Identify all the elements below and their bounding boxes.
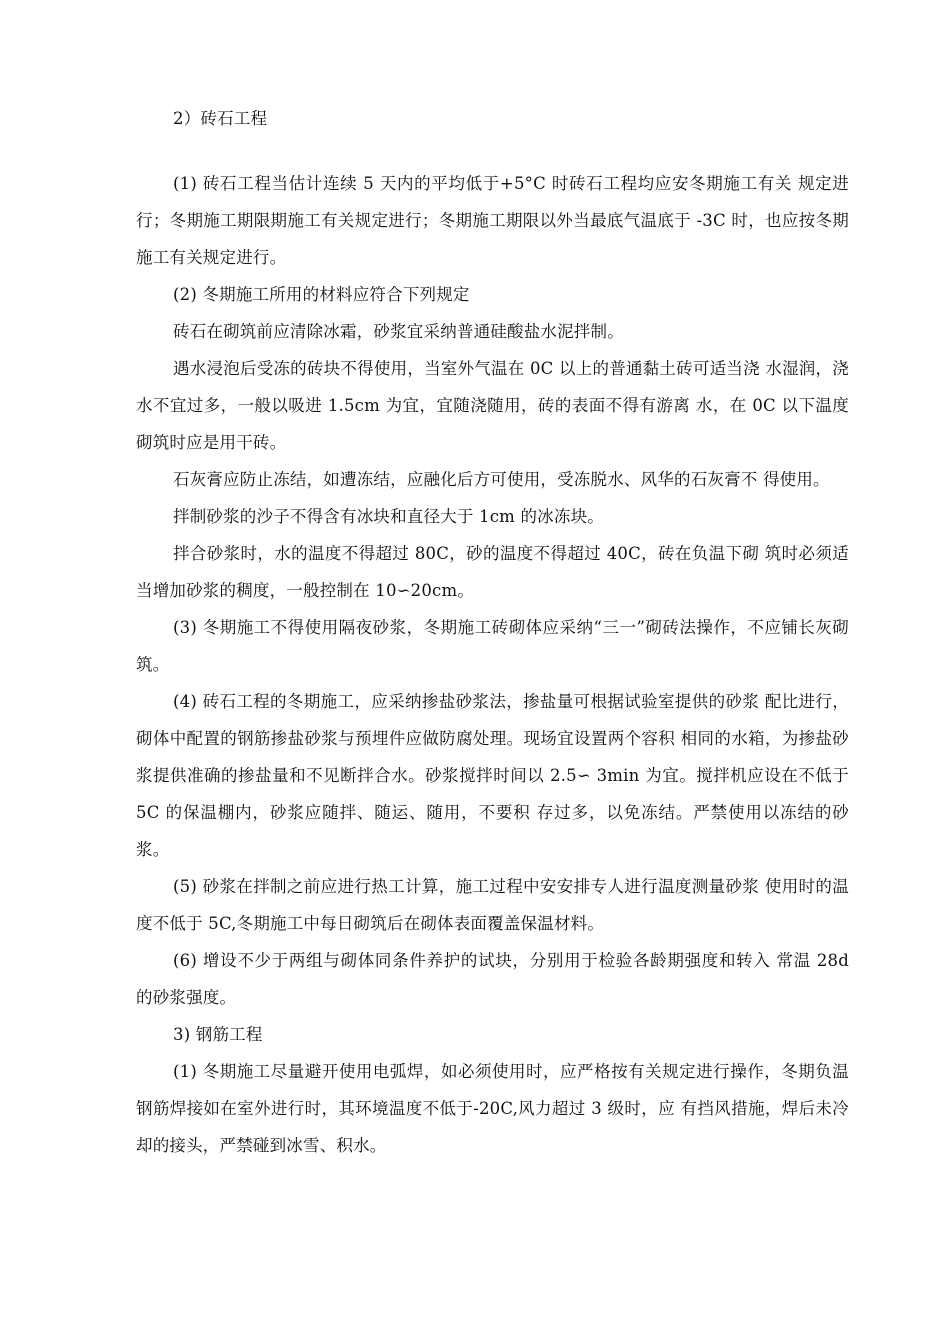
section-heading-masonry: 2）砖石工程 [173,109,268,128]
paragraph-masonry-8: (3) 冬期施工不得使用隔夜砂浆，冬期施工砖砌体应采纳“三一”砌砖法操作，不应铺长灰砌筑。 [136,618,849,674]
paragraph-masonry-9: (4) 砖石工程的冬期施工，应采纳掺盐砂浆法，掺盐量可根据试验室提供的砂浆 配比进行，砌体中配置的钢筋掺盐砂浆与预埋件应做防腐处理。现场宜设置两个容积 相同的水箱，为掺盐砂浆提供准确的掺盐量和不见断拌合水。砂浆搅拌时间以 2.5∽ 3min 为宜。搅拌机应设在不低于 5C 的保温棚内，砂浆应随拌、随运、随用，不要积 存过多，以免冻结。严禁使用以冻结的砂浆。 [136,692,849,859]
document-body [136,100,849,1164]
paragraph-masonry-10: (5) 砂浆在拌制之前应进行热工计算，施工过程中安安排专人进行温度测量砂浆 使用时的温度不低于 5C,冬期施工中每日砌筑后在砌体表面覆盖保温材料。 [136,877,849,933]
paragraph-masonry-11: (6) 增设不少于两组与砌体同条件养护的试块，分别用于检验各龄期强度和转入 常温 28d 的砂浆强度。 [136,951,849,1007]
paragraph-masonry-7: 拌合砂浆时，水的温度不得超过 80C，砂的温度不得超过 40C，砖在负温下砌 筑时必须适当增加砂浆的稠度，一般控制在 10∽20cm。 [136,544,849,600]
paragraph-rebar-1: (1) 冬期施工尽量避开使用电弧焊，如必须使用时，应严格按有关规定进行操作，冬期负温钢筋焊接如在室外进行时，其环境温度不低于-20C,风力超过 3 级时，应 有挡风措施，焊后未冷却的接头，严禁碰到冰雪、积水。 [136,1062,849,1155]
section-heading-rebar: 3) 钢筋工程 [173,1025,263,1044]
paragraph-masonry-5: 石灰膏应防止冻结，如遭冻结，应融化后方可使用，受冻脱水、风华的石灰膏不 得使用。 [173,470,830,489]
paragraph-masonry-6: 拌制砂浆的沙子不得含有冰块和直径大于 1cm 的冰冻块。 [173,507,604,526]
paragraph-masonry-3: 砖石在砌筑前应清除冰霜，砂浆宜采纳普通硅酸盐水泥拌制。 [173,322,624,341]
paragraph-masonry-1: (1) 砖石工程当估计连续 5 天内的平均低于+5°C 时砖石工程均应安冬期施工有关 规定进行；冬期施工期限期施工有关规定进行；冬期施工期限以外当最底气温底于 -3C 时，也应按冬期施工有关规定进行。 [136,174,849,267]
paragraph-masonry-4: 遇水浸泡后受冻的砖块不得使用，当室外气温在 0C 以上的普通黏土砖可适当浇 水湿润，浇水不宜过多，一般以吸进 1.5cm 为宜，宜随浇随用，砖的表面不得有游离 水，在 0C 以下温度砌筑时应是用干砖。 [136,359,849,452]
paragraph-masonry-2: (2) 冬期施工所用的材料应符合下列规定 [173,285,470,304]
section-gap [136,137,849,165]
